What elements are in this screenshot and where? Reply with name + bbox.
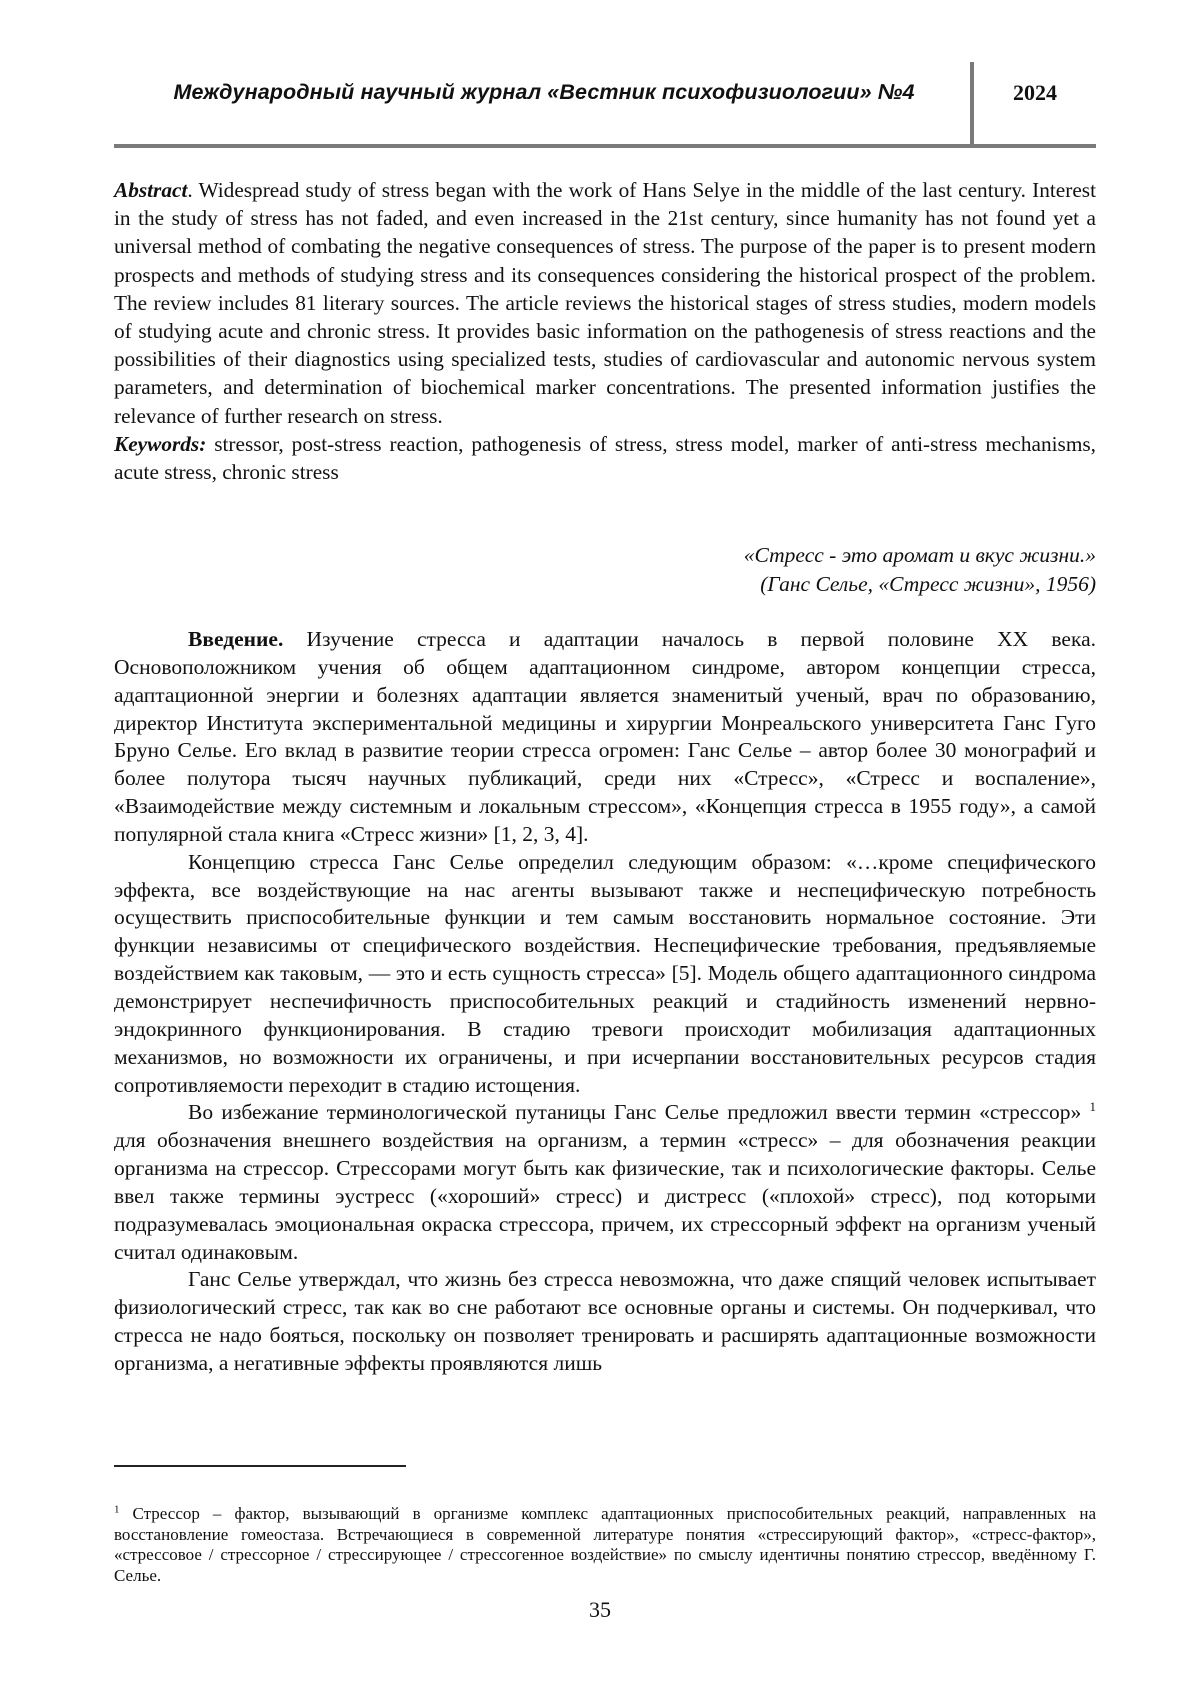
keywords-text: stressor, post-stress reaction, pathogenesis of stress, stress model, marker of anti-stress mechanisms, acute stress, chronic stress <box>114 431 1096 485</box>
body-text <box>114 626 1096 1378</box>
paragraph-3 <box>114 1099 1096 1266</box>
footnote-separator <box>114 1465 406 1467</box>
page-number: 35 <box>589 1597 611 1622</box>
paragraph-3-text-a: Во избежание терминологической путаницы Ганс Селье предложил ввести термин «стрессор» <box>188 1100 1090 1125</box>
epigraph <box>500 541 1096 599</box>
paragraph-3-text-b: для обозначения внешнего воздействия на организм, а термин «стресс» – для обозначения реакции организма на стрессор. Стрессорами могут быть как физические, так и психологические факторы. Селье ввел также термины эустресс («хороший» стресс) и дистресс («плохой» стресс), под которыми подразумевалась эмоциональная окраска стрессора, причем, их стрессорный эффект на организм ученый считал одинаковым. <box>114 1128 1096 1264</box>
paragraph-4: Ганс Селье утверждал, что жизнь без стресса невозможна, что даже спящий человек испытывает физиологический стресс, так как во сне работают все основные органы и системы. Он подчеркивал, что стресса не надо бояться, поскольку он позволяет тренировать и расширять адаптационные возможности организма, а негативные эффекты проявляются лишь <box>114 1267 1096 1375</box>
footnote-mark: 1 <box>114 1503 120 1516</box>
paragraph-introduction <box>114 626 1096 849</box>
header-rule <box>114 144 1096 148</box>
epigraph-source: (Ганс Селье, «Стресс жизни», 1956) <box>760 572 1096 596</box>
introduction-heading: Введение. <box>188 627 284 651</box>
epigraph-quote: «Стресс - это аромат и вкус жизни.» <box>743 543 1096 567</box>
journal-title: Международный научный журнал «Вестник психофизиологии» №4 <box>173 80 915 104</box>
footnote-text: Стрессор – фактор, вызывающий в организме комплекс адаптационных приспособительных реакций, направленных на восстановление гомеостаза. Встречающиеся в современной литературе понятия «стрессирующий фактор», «стресс-фактор», «стрессовое / стрессорное / стрессирующее / стрессогенное воздействие» по смыслу идентичны понятию стрессор, введённому Г. Селье. <box>114 1504 1096 1585</box>
abstract-text: . Widespread study of stress began with the work of Hans Selye in the middle of the last century. Interest in the study of stress has not faded, and even increased in the 21st century, since humanity has not found yet a universal method of combating the negative consequences of stress. The purpose of the paper is to present modern prospects and methods of studying stress and its consequences considering the historical prospect of the problem. The review includes 81 literary sources. The article reviews the historical stages of stress studies, modern models of studying acute and chronic stress. It provides basic information on the pathogenesis of stress reactions and the possibilities of their diagnostics using specialized tests, studies of cardiovascular and autonomic nervous system parameters, and determination of biochemical marker concentrations. The presented information justifies the relevance of further research on stress. <box>114 178 1096 428</box>
footnote-reference[interactable]: 1 <box>1089 1099 1096 1115</box>
keywords-label: Keywords: <box>114 431 207 456</box>
footnote <box>114 1504 1096 1586</box>
issue-year: 2024 <box>1013 80 1057 105</box>
paragraph-1-text: Изучение стресса и адаптации началось в первой половине XX века. Основоположником учения об общем адаптационном синдроме, автором концепции стресса, адаптационной энергии и болезнях адаптации является знаменитый ученый, врач по образованию, директор Института экспериментальной медицины и хирургии Монреальского университета Ганс Гуго Бруно Селье. Его вклад в развитие теории стресса огромен: Ганс Селье – автор более 30 монографий и более полутора тысяч научных публикаций, среди них «Стресс», «Стресс и воспаление», «Взаимодействие между системным и локальным стрессом», «Концепция стресса в 1955 году», а самой популярной стала книга «Стресс жизни» [1, 2, 3, 4]. <box>114 627 1096 846</box>
abstract-label: Abstract <box>114 178 188 202</box>
running-header <box>114 62 1096 148</box>
abstract-block <box>114 176 1096 486</box>
paragraph-2: Концепцию стресса Ганс Селье определил следующим образом: «…кроме специфического эффекта, все воздействующие на нас агенты вызывают также и неспецифическую потребность осуществить приспособительные функции и тем самым восстановить нормальное состояние. Эти функции независимы от специфического воздействия. Неспецифические требования, предъявляемые воздействием как таковым, — это и есть сущность стресса» [5]. Модель общего адаптационного синдрома демонстрирует неспечифичность приспособительных реакций и стадийность изменений нервно-эндокринного функционирования. В стадию тревоги происходит мобилизация адаптационных механизмов, но возможности их ограничены, и при исчерпании восстановительных ресурсов стадия сопротивляемости переходит в стадию истощения. <box>114 849 1096 1097</box>
